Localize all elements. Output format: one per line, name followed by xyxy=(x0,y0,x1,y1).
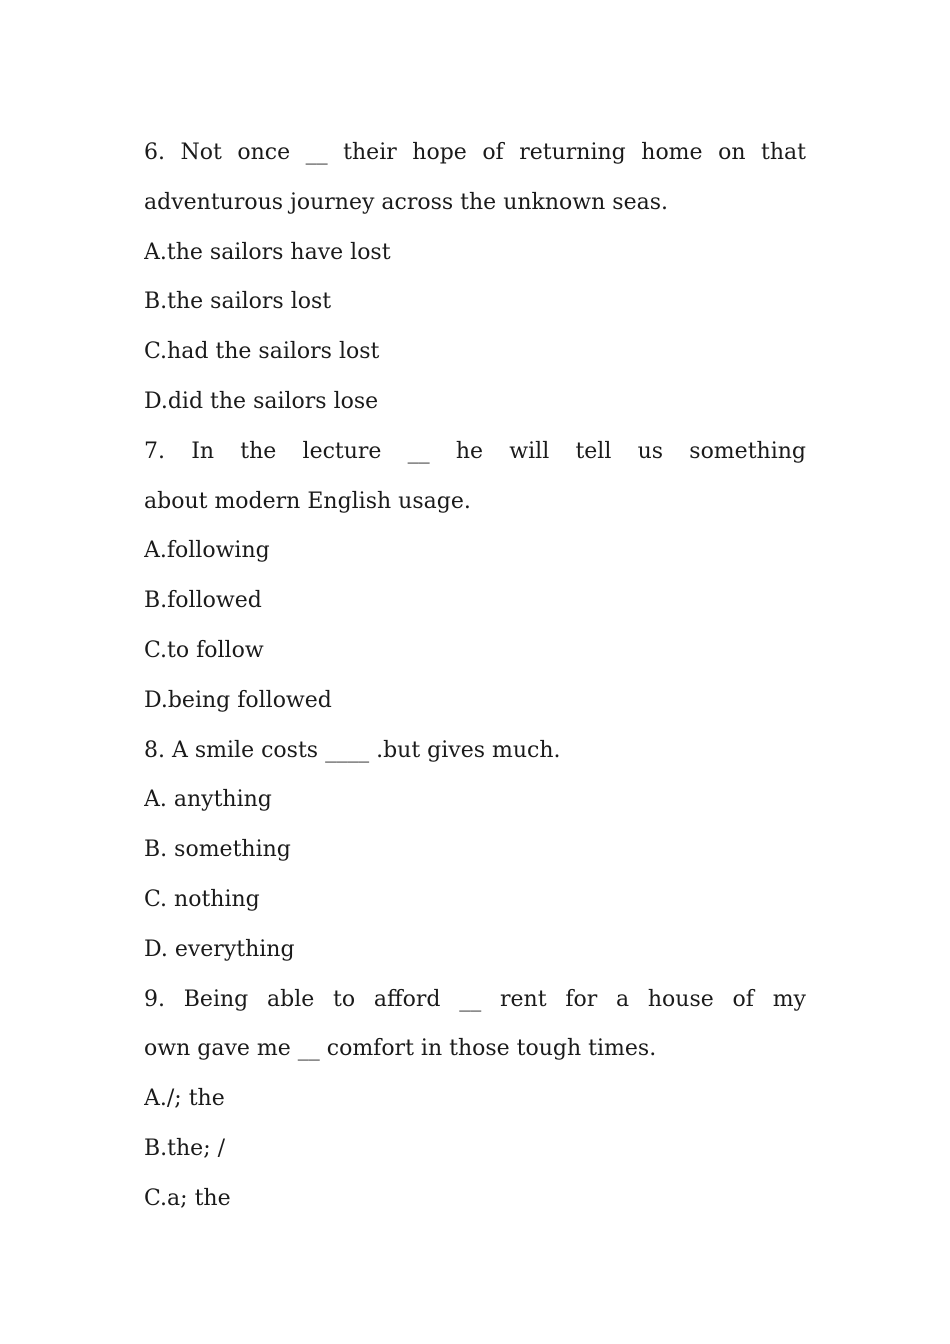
option-b: B.the; / xyxy=(144,1135,226,1161)
option-a: A.following xyxy=(144,538,270,564)
question-7 xyxy=(144,427,806,726)
option-b: B.the sailors lost xyxy=(144,289,332,315)
option-a: A.the sailors have lost xyxy=(144,239,391,265)
question-stem: 9. Being able to afford __ rent for a house of my xyxy=(144,986,806,1012)
question-stem: 7. In the lecture __ he will tell us something xyxy=(144,438,806,464)
option-d: D.did the sailors lose xyxy=(144,388,379,414)
option-b: B.followed xyxy=(144,588,262,614)
question-stem: 6. Not once __ their hope of returning home on that xyxy=(144,140,806,165)
question-list xyxy=(144,128,806,1224)
option-c: C.a; the xyxy=(144,1185,231,1211)
question-6 xyxy=(144,128,806,427)
question-stem: 8. A smile costs ____ .but gives much. xyxy=(144,737,561,763)
question-stem: adventurous journey across the unknown seas. xyxy=(144,189,668,215)
question-9 xyxy=(144,975,806,1224)
question-8 xyxy=(144,726,806,975)
option-a: A./; the xyxy=(144,1086,225,1112)
option-d: D. everything xyxy=(144,936,295,962)
question-stem: about modern English usage. xyxy=(144,488,471,514)
option-b: B. something xyxy=(144,837,291,863)
option-c: C.had the sailors lost xyxy=(144,339,380,365)
option-c: C.to follow xyxy=(144,637,264,663)
option-a: A. anything xyxy=(144,787,272,813)
option-d: D.being followed xyxy=(144,687,332,713)
option-c: C. nothing xyxy=(144,886,260,912)
question-stem: own gave me __ comfort in those tough times. xyxy=(144,1036,657,1062)
